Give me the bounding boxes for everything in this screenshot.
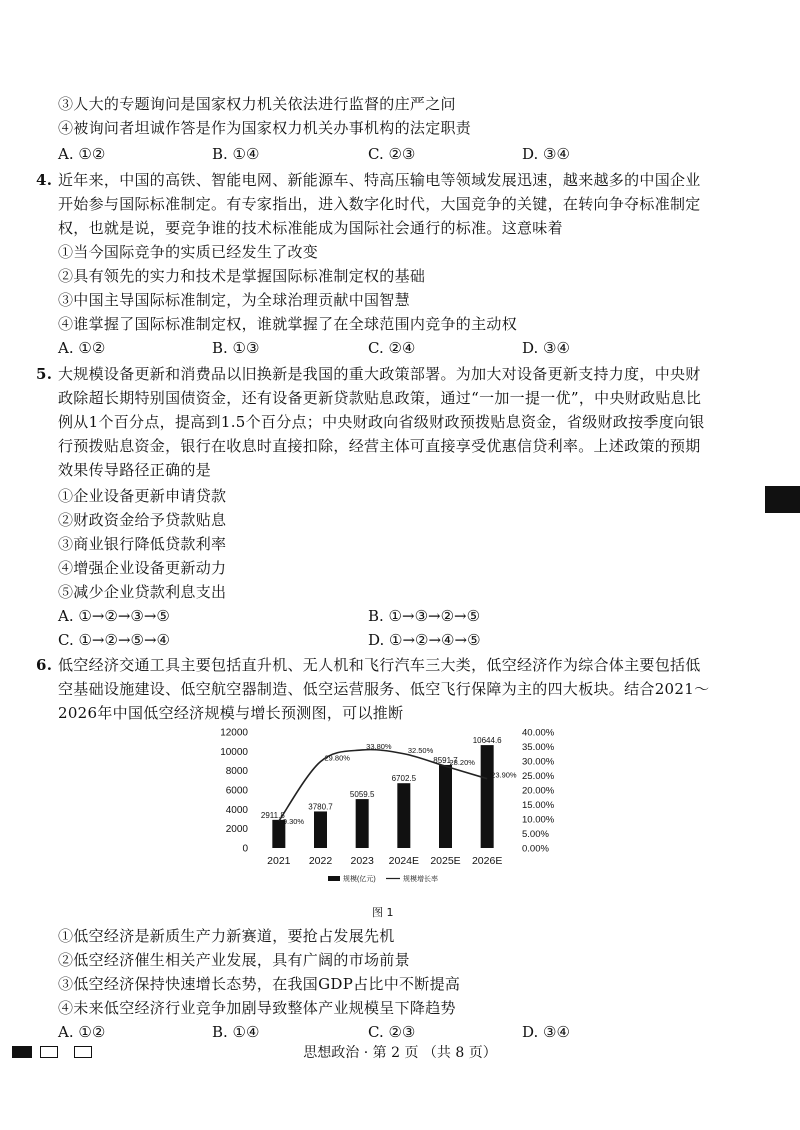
q6-option-b: B. ①④	[212, 1023, 260, 1041]
bar-scale-2024E	[397, 783, 410, 848]
y-right-tick-label: 35.00%	[522, 742, 555, 753]
q4-stem-line: 权，也就是说，要竞争谁的技术标准能成为国际社会通行的标准。这意味着	[58, 219, 563, 237]
legend-line-label: 规模增长率	[403, 876, 438, 883]
x-tick-label: 2023	[350, 855, 374, 867]
figure-caption: 图 1	[372, 906, 394, 919]
legend-bar-swatch	[328, 876, 340, 881]
y-right-tick-label: 25.00%	[522, 771, 555, 782]
q6-item-3: ③低空经济保持快速增长态势，在我国GDP占比中不断提高	[58, 975, 461, 993]
q3-item-4: ④被询问者坦诚作答是作为国家权力机关办事机构的法定职责	[58, 119, 472, 137]
line-data-label: 33.80%	[366, 741, 392, 751]
q3-option-b: B. ①④	[212, 145, 260, 163]
q5-number: 5.	[36, 365, 53, 383]
y-left-tick-label: 2000	[225, 824, 248, 836]
y-right-tick-label: 15.00%	[522, 800, 555, 811]
q4-item-2: ②具有领先的实力和技术是掌握国际标准制定权的基础	[58, 267, 426, 285]
line-data-label: 32.50%	[407, 745, 434, 755]
q4-stem-line: 开始参与国际标准制定。有专家指出，进入数字化时代，大国竞争的关键，在转向争夺标准制定	[58, 195, 701, 213]
line-data-label: 29.80%	[324, 753, 350, 763]
q4-item-3: ③中国主导国际标准制定，为全球治理贡献中国智慧	[58, 291, 410, 309]
q5-item-1: ①企业设备更新申请贷款	[58, 487, 227, 505]
page-footer: 思想政治 · 第 2 页 （共 8 页）	[303, 1045, 497, 1061]
bar-scale-2022	[314, 811, 327, 848]
q6-item-1: ①低空经济是新质生产力新赛道，要抢占发展先机	[58, 927, 395, 945]
bar-data-label: 6702.5	[391, 774, 417, 784]
x-tick-label: 2025E	[430, 855, 461, 867]
q5-option-d: D. ①→②→④→⑤	[368, 631, 481, 649]
q5-item-3: ③商业银行降低贷款利率	[58, 535, 227, 553]
q6-option-c: C. ②③	[368, 1023, 416, 1041]
q4-option-a: A. ①②	[58, 339, 106, 357]
q6-stem-line: 空基础设施建设、低空航空器制造、低空运营服务、低空飞行保障为主的四大板块。结合2021～	[58, 680, 710, 698]
q6-number: 6.	[36, 656, 53, 674]
q5-item-4: ④增强企业设备更新动力	[58, 559, 227, 577]
q5-item-5: ⑤减少企业贷款利息支出	[58, 583, 227, 601]
q3-option-a: A. ①②	[58, 145, 106, 163]
y-right-tick-label: 40.00%	[522, 727, 555, 739]
side-tab-block	[765, 486, 800, 513]
q3-option-d: D. ③④	[522, 145, 570, 163]
bar-scale-2025E	[439, 765, 452, 848]
y-left-tick-label: 12000	[220, 727, 248, 739]
q6-item-4: ④未来低空经济行业竞争加剧导致整体产业规模呈下降趋势	[58, 999, 456, 1017]
bar-data-label: 5059.5	[349, 790, 375, 800]
y-right-tick-label: 10.00%	[522, 814, 555, 826]
bar-data-label: 3780.7	[308, 802, 333, 812]
q6-stem-line: 2026年中国低空经济规模与增长预测图，可以推断	[58, 704, 404, 722]
y-left-tick-label: 0	[242, 843, 248, 855]
q5-stem-line: 行预拨贴息资金，银行在收息时直接扣除，经营主体可直接享受优惠信贷利率。上述政策的预期	[58, 437, 701, 455]
bar-data-label: 2911.8	[260, 810, 285, 820]
q4-stem-line: 近年来，中国的高铁、智能电网、新能源车、特高压输电等领域发展迅速，越来越多的中国企业	[58, 171, 701, 189]
q5-option-a: A. ①→②→③→⑤	[58, 607, 170, 625]
y-left-tick-label: 10000	[220, 746, 248, 758]
line-data-label: 9.30%	[282, 817, 305, 827]
low-altitude-economy-chart	[210, 720, 570, 910]
y-right-tick-label: 20.00%	[522, 785, 555, 797]
y-right-tick-label: 5.00%	[522, 829, 549, 840]
q6-option-d: D. ③④	[522, 1023, 570, 1041]
q5-stem-line: 政除超长期特别国债资金，还有设备更新贷款贴息政策，通过“一加一提一优”，中央财政贴息比	[58, 389, 702, 407]
q3-option-c: C. ②③	[368, 145, 416, 163]
y-right-tick-label: 0.00%	[522, 843, 549, 855]
y-right-tick-label: 30.00%	[522, 756, 555, 768]
x-tick-label: 2022	[308, 855, 333, 867]
y-left-tick-label: 6000	[225, 785, 248, 797]
x-tick-label: 2024E	[388, 855, 420, 867]
q5-stem-line: 大规模设备更新和消费品以旧换新是我国的重大政策部署。为加大对设备更新支持力度，中央财	[58, 365, 701, 383]
y-left-tick-label: 8000	[225, 766, 248, 778]
q5-item-2: ②财政资金给予贷款贴息	[58, 511, 227, 529]
legend-bar-label: 规模(亿元)	[343, 876, 376, 883]
q4-item-4: ④谁掌握了国际标准制定权，谁就掌握了在全球范围内竞争的主动权	[58, 315, 518, 333]
bar-scale-2023	[356, 799, 369, 848]
line-data-label: 28.20%	[449, 758, 475, 768]
q5-option-b: B. ①→③→②→⑤	[368, 607, 481, 625]
bar-data-label: 10644.6	[472, 736, 502, 746]
q6-option-a: A. ①②	[58, 1023, 106, 1041]
bar-scale-2026E	[481, 745, 494, 848]
q4-option-c: C. ②④	[368, 339, 416, 357]
q6-stem-line: 低空经济交通工具主要包括直升机、无人机和飞行汽车三大类，低空经济作为综合体主要包括低	[58, 656, 701, 674]
x-tick-label: 2021	[267, 855, 291, 867]
q6-item-2: ②低空经济催生相关产业发展，具有广阔的市场前景	[58, 951, 410, 969]
bar-data-label: 8591.7	[433, 755, 458, 765]
x-tick-label: 2026E	[471, 855, 503, 867]
q4-option-d: D. ③④	[522, 339, 570, 357]
q4-number: 4.	[36, 171, 53, 189]
q4-item-1: ①当今国际竞争的实质已经发生了改变	[58, 243, 319, 261]
q5-option-c: C. ①→②→⑤→④	[58, 631, 170, 649]
line-data-label: 23.90%	[491, 770, 517, 780]
q5-stem-line: 效果传导路径正确的是	[58, 461, 212, 479]
q4-option-b: B. ①③	[212, 339, 260, 357]
q3-item-3: ③人大的专题询问是国家权力机关依法进行监督的庄严之问	[58, 95, 456, 113]
y-left-tick-label: 4000	[225, 804, 248, 816]
q5-stem-line: 例从1个百分点，提高到1.5个百分点；中央财政向省级财政预拨贴息资金，省级财政按季度向银	[58, 413, 705, 431]
